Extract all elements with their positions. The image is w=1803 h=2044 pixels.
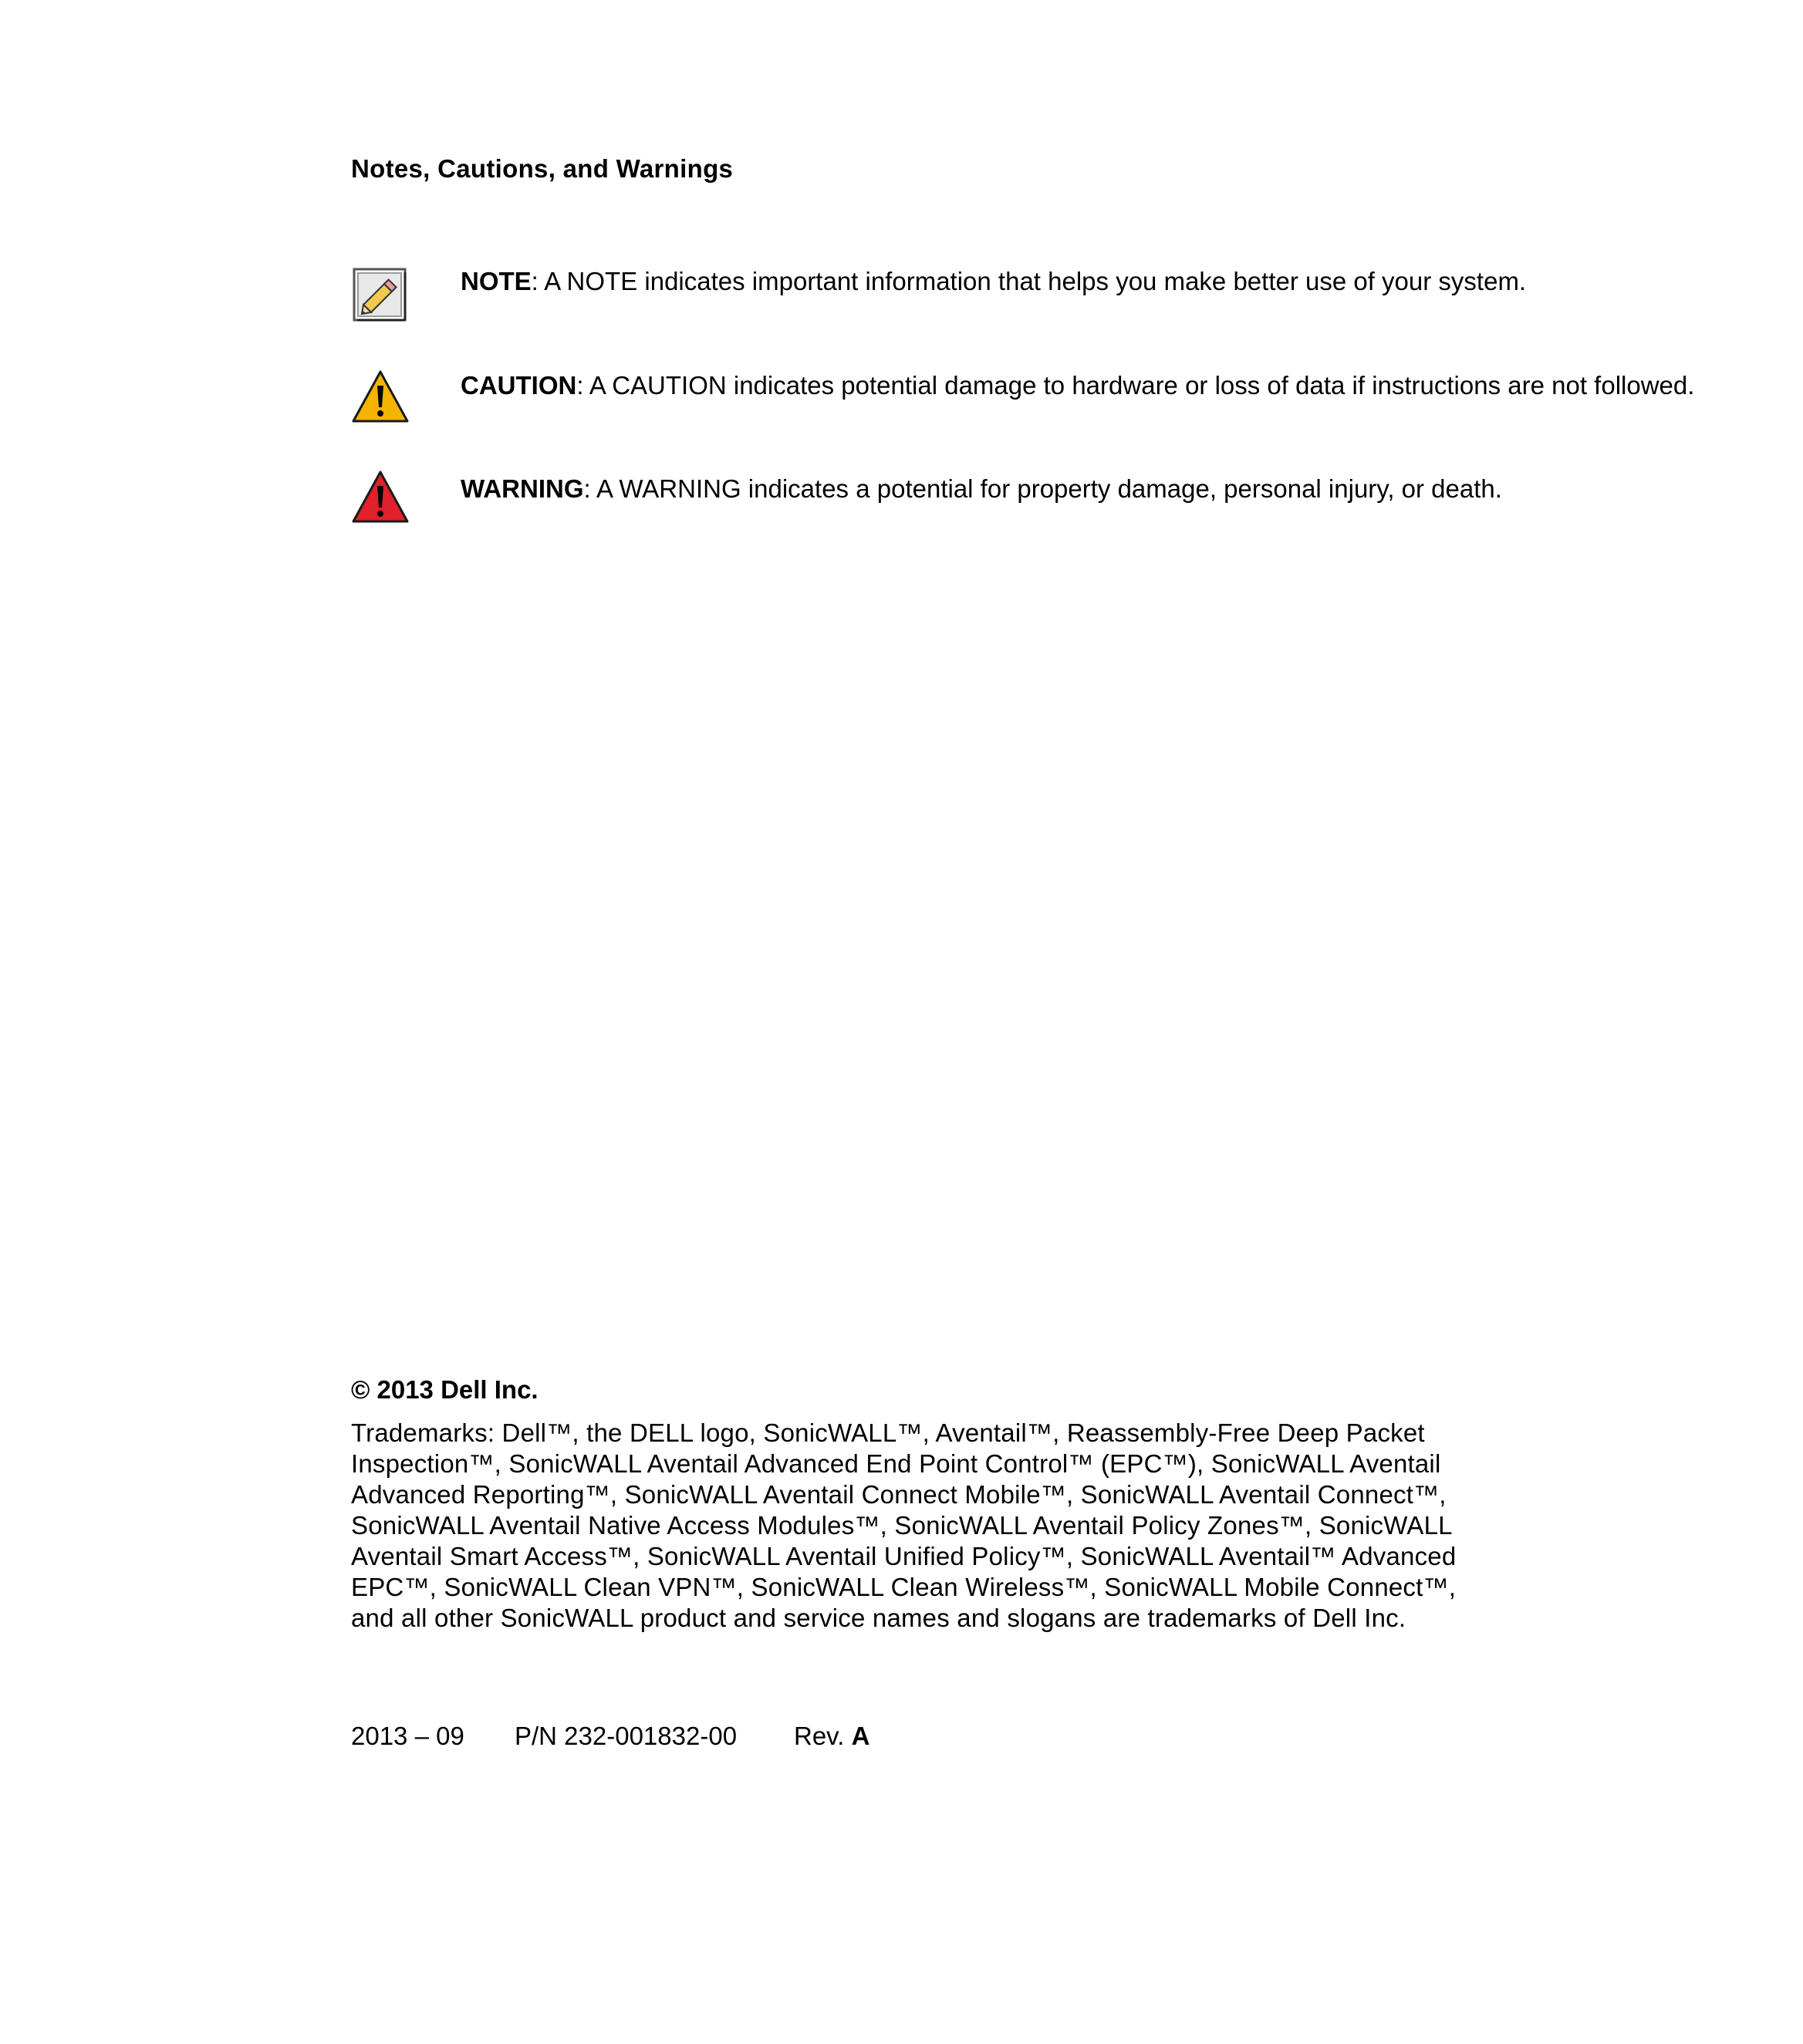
- publication-date: 2013 – 09: [351, 1722, 464, 1750]
- note-notice: [351, 266, 1527, 351]
- caution-text: [461, 370, 1803, 401]
- pencil-note-icon: [351, 266, 410, 325]
- warning-text: [461, 474, 1803, 504]
- note-label: NOTE: [461, 267, 532, 295]
- document-footer: [351, 1722, 869, 1751]
- revision: [794, 1722, 869, 1751]
- part-number: P/N 232-001832-00: [515, 1722, 738, 1750]
- revision-label: Rev.: [794, 1722, 852, 1750]
- caution-notice: [351, 370, 1695, 455]
- section-heading: Notes, Cautions, and Warnings: [351, 154, 734, 183]
- copyright-notice: © 2013 Dell Inc.: [351, 1375, 539, 1404]
- caution-description: : A CAUTION indicates potential damage to hardware or loss of data if instructions are not followed.: [576, 371, 1695, 400]
- warning-triangle-icon: [351, 469, 410, 528]
- caution-triangle-icon: [351, 369, 410, 427]
- warning-notice: [351, 474, 1502, 558]
- caution-label: CAUTION: [461, 371, 577, 400]
- note-text: [461, 266, 1803, 297]
- note-description: : A NOTE indicates important information that helps you make better use of your system.: [531, 267, 1527, 295]
- revision-value: A: [851, 1722, 870, 1750]
- warning-description: : A WARNING indicates a potential for property damage, personal injury, or death.: [583, 474, 1502, 503]
- trademarks-paragraph: Trademarks: Dell™, the DELL logo, SonicWALL™, Aventail™, Reassembly-Free Deep Packet Inspection™, SonicWALL Aventail Advanced End Point Control™ (EPC™), SonicWALL Aventail Advanced Reporting™, SonicWALL Aventail Connect Mobile™, SonicWALL Aventail Connect™, SonicWALL Aventail Native Access Modules™, SonicWALL Aventail Policy Zones™, SonicWALL Aventail Smart Access™, SonicWALL Aventail Unified Policy™, SonicWALL Aventail™ Advanced EPC™, SonicWALL Clean VPN™, SonicWALL Clean Wireless™, SonicWALL Mobile Connect™, and all other SonicWALL product and service names and slogans are trademarks of Dell Inc.: [351, 1418, 1457, 1632]
- warning-label: WARNING: [461, 474, 584, 503]
